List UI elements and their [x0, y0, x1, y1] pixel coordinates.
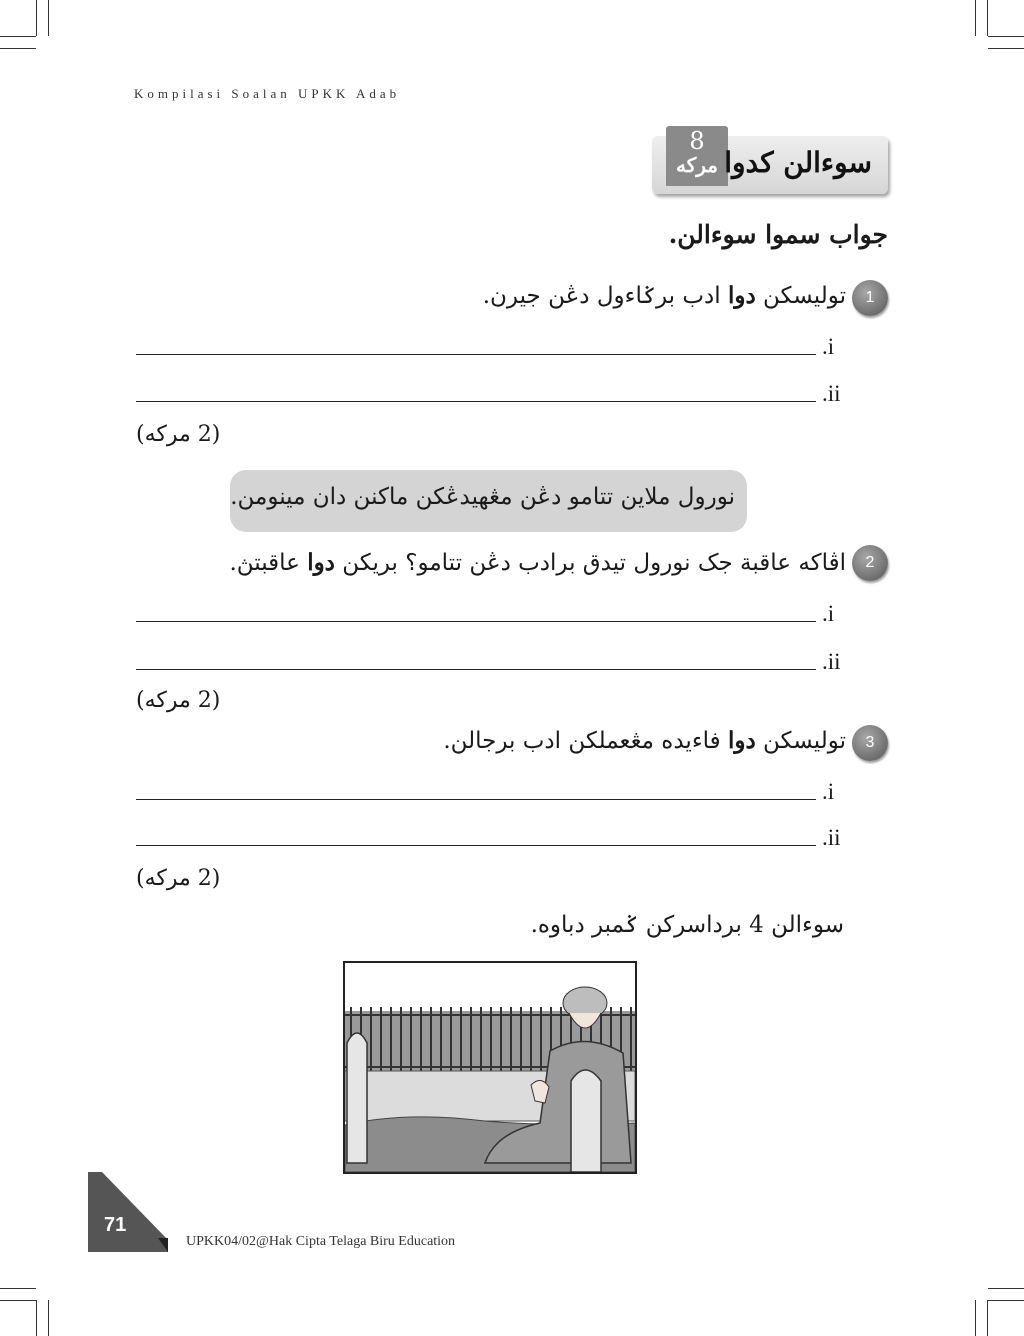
- question-text-bold: دوا: [307, 549, 335, 576]
- answer-line[interactable]: [136, 621, 816, 622]
- marks-box: [666, 126, 728, 186]
- question-text-part: ادب برݢاءول دڠن جيرن.: [482, 283, 728, 309]
- marks-number: 8: [689, 127, 705, 155]
- answer-line[interactable]: [136, 799, 816, 800]
- copyright-footer: UPKK04/02@Hak Cipta Telaga Biru Education: [186, 1234, 456, 1249]
- running-header: Kompilasi Soalan UPKK Adab: [134, 86, 401, 101]
- crop-mark: [36, 0, 37, 36]
- question-4-intro: سوءالن 4 برداسركن ݢمبر دباوه.: [530, 912, 844, 938]
- question-number-1: 1: [852, 280, 888, 316]
- instruction: جواب سموا سوءالن.: [668, 220, 888, 249]
- crop-mark: [988, 1300, 1024, 1301]
- question-text-part: عاقبتڽ.: [229, 550, 308, 576]
- page-number: 71: [104, 1214, 127, 1236]
- marks-note: (2 مركه): [136, 866, 221, 891]
- scenario-box: [230, 470, 747, 532]
- crop-mark: [988, 1288, 1024, 1289]
- question-text-part: اڤاكه عاقبة جک نورول تيدق برادب دڠن تتامو؟ بريكن: [334, 550, 846, 576]
- question-number-2: 2: [852, 545, 888, 581]
- crop-mark: [48, 1300, 49, 1336]
- question-3-text: [443, 727, 846, 754]
- marks-note: (2 مركه): [136, 688, 221, 713]
- answer-line[interactable]: [136, 401, 816, 402]
- crop-mark: [0, 48, 36, 49]
- marks-word: مركه: [676, 153, 718, 177]
- graveyard-prayer-illustration: [343, 961, 637, 1174]
- answer-label-ii: .ii: [822, 381, 841, 406]
- crop-mark: [48, 0, 49, 36]
- marks-note: (2 مركه): [136, 422, 221, 447]
- crop-mark: [987, 0, 988, 36]
- answer-label-i: .i: [822, 334, 835, 359]
- question-text-part: توليسكن: [755, 283, 846, 309]
- answer-line[interactable]: [136, 354, 816, 355]
- crop-mark: [975, 1300, 976, 1336]
- crop-mark: [36, 1300, 37, 1336]
- question-text-part: فاءيده مڠعملكن ادب برجالن.: [443, 728, 728, 754]
- crop-mark: [987, 1300, 988, 1336]
- crop-mark: [0, 1300, 36, 1301]
- question-1-text: [483, 282, 846, 309]
- question-text-bold: دوا: [727, 727, 756, 754]
- question-text-bold: دوا: [727, 282, 756, 309]
- question-number-3: 3: [852, 725, 888, 761]
- crop-mark: [988, 48, 1024, 49]
- answer-line[interactable]: [136, 845, 816, 846]
- section-title: سوءالن كدوا: [724, 146, 872, 179]
- answer-label-ii: .ii: [822, 825, 841, 850]
- answer-label-ii: .ii: [822, 649, 841, 674]
- crop-mark: [988, 36, 1024, 37]
- page-corner-shape: [88, 1172, 168, 1252]
- question-2-text: [229, 549, 846, 576]
- section-banner: [652, 127, 888, 194]
- answer-line[interactable]: [136, 669, 816, 670]
- question-text-part: توليسكن: [755, 728, 846, 754]
- crop-mark: [0, 1288, 36, 1289]
- scenario-text: نورول ملاين تتامو دڠن مڠهيدڠكن ماكنن دان مينومن.: [230, 484, 735, 510]
- answer-label-i: .i: [822, 601, 835, 626]
- answer-label-i: .i: [822, 779, 835, 804]
- crop-mark: [0, 36, 36, 37]
- crop-mark: [975, 0, 976, 36]
